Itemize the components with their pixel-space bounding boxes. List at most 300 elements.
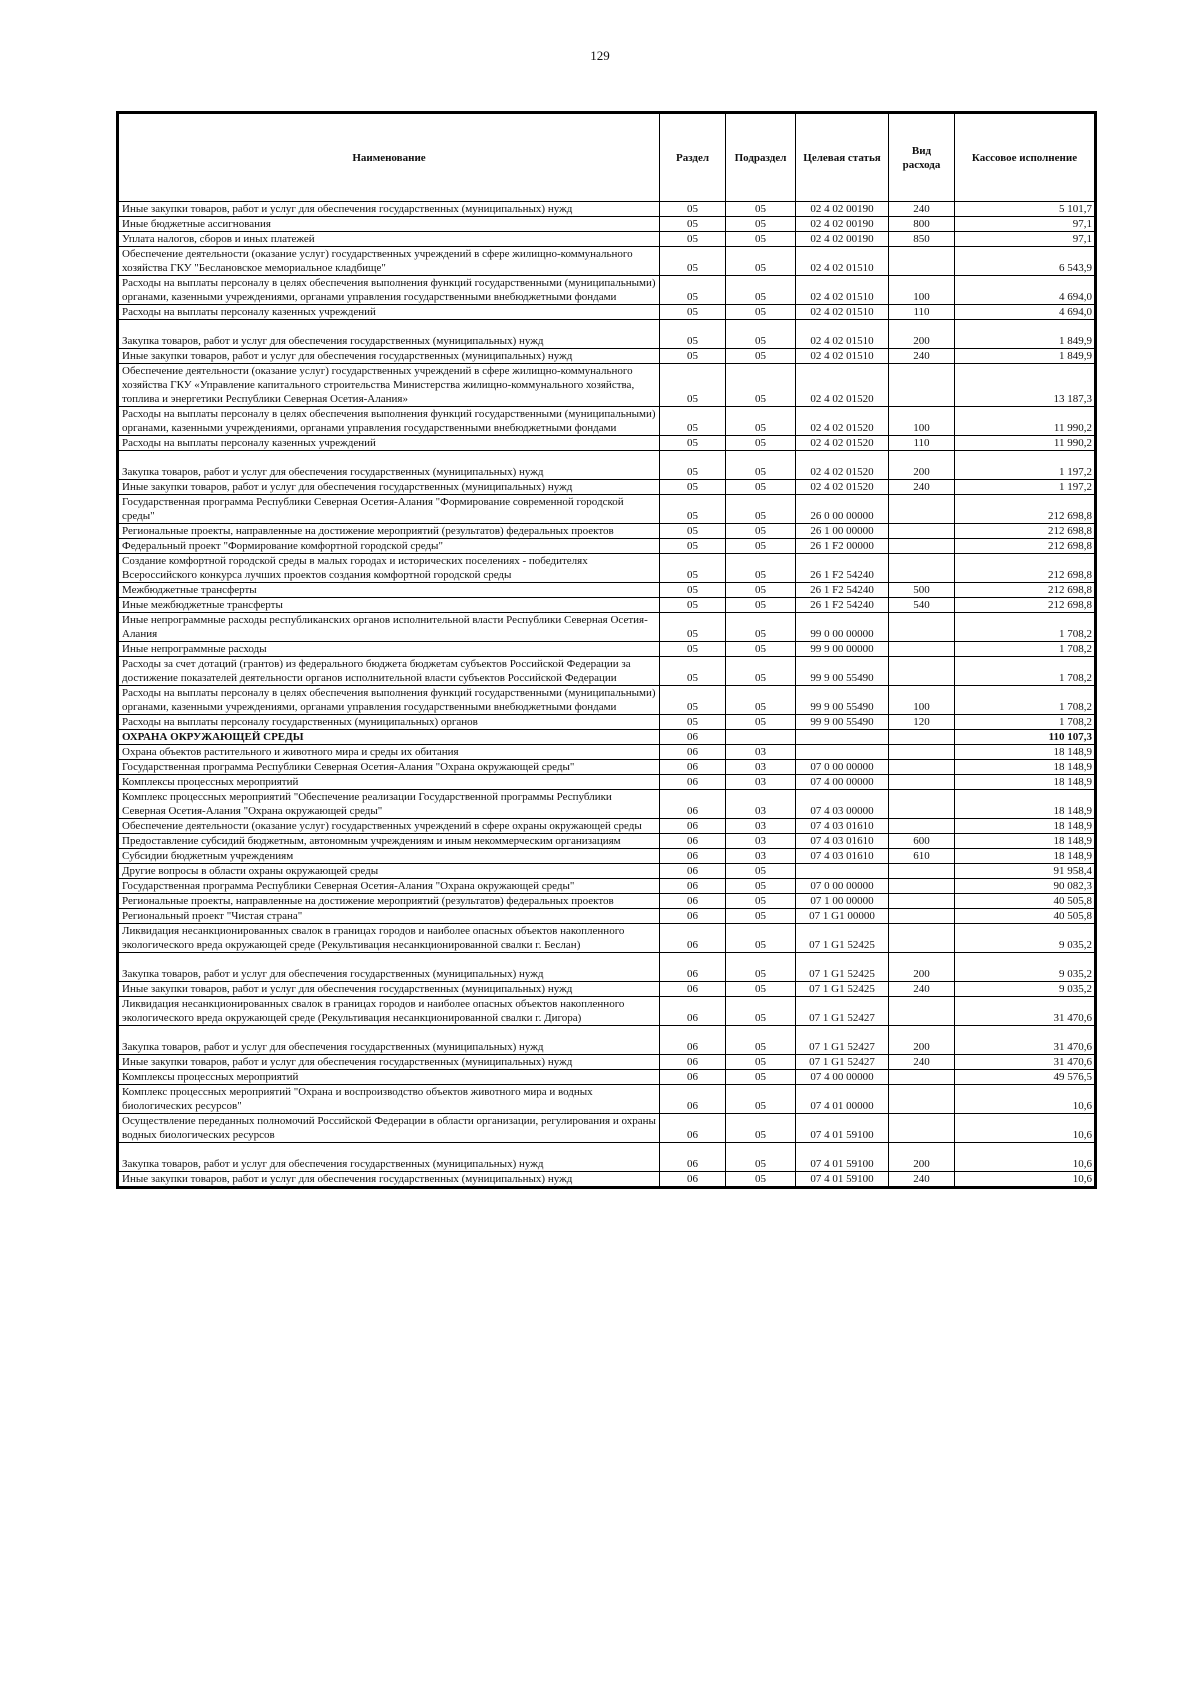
table-row	[118, 1114, 1096, 1143]
cell-name: Охрана объектов растительного и животного мира и среды их обитания	[118, 745, 660, 760]
cell-subsection: 05	[726, 657, 796, 686]
cell-name: Расходы на выплаты персоналу казенных учреждений	[118, 436, 660, 451]
cell-section: 06	[660, 1026, 726, 1055]
cell-target: 07 4 03 01610	[796, 819, 889, 834]
cell-section: 05	[660, 642, 726, 657]
cell-target	[796, 730, 889, 745]
cell-target: 02 4 02 01520	[796, 407, 889, 436]
table-row	[118, 909, 1096, 924]
cell-target: 02 4 02 01520	[796, 436, 889, 451]
cell-target: 99 9 00 55490	[796, 657, 889, 686]
cell-target: 07 1 G1 52425	[796, 953, 889, 982]
table-row	[118, 790, 1096, 819]
cell-subsection: 05	[726, 1114, 796, 1143]
cell-section: 05	[660, 715, 726, 730]
cell-name: Государственная программа Республики Северная Осетия-Алания "Формирование современной городской среды"	[118, 495, 660, 524]
cell-section: 06	[660, 909, 726, 924]
cell-target: 26 1 00 00000	[796, 524, 889, 539]
table-row	[118, 864, 1096, 879]
cell-amount: 18 148,9	[955, 760, 1096, 775]
table-row	[118, 349, 1096, 364]
cell-subsection: 05	[726, 232, 796, 247]
cell-type	[889, 745, 955, 760]
cell-amount: 110 107,3	[955, 730, 1096, 745]
cell-subsection: 05	[726, 613, 796, 642]
cell-amount: 40 505,8	[955, 894, 1096, 909]
cell-type: 200	[889, 320, 955, 349]
cell-amount: 6 543,9	[955, 247, 1096, 276]
cell-name: Расходы на выплаты персоналу государственных (муниципальных) органов	[118, 715, 660, 730]
table-row	[118, 305, 1096, 320]
cell-subsection: 05	[726, 276, 796, 305]
cell-subsection: 05	[726, 364, 796, 407]
table-row	[118, 775, 1096, 790]
cell-name: Иные закупки товаров, работ и услуг для обеспечения государственных (муниципальных) нужд	[118, 982, 660, 997]
cell-type	[889, 657, 955, 686]
cell-type	[889, 554, 955, 583]
cell-amount: 1 708,2	[955, 657, 1096, 686]
header-subsection: Подраздел	[726, 113, 796, 202]
cell-name: Закупка товаров, работ и услуг для обеспечения государственных (муниципальных) нужд	[118, 953, 660, 982]
cell-type: 610	[889, 849, 955, 864]
cell-type: 240	[889, 480, 955, 495]
cell-section: 06	[660, 760, 726, 775]
table-row	[118, 730, 1096, 745]
cell-type	[889, 819, 955, 834]
cell-section: 06	[660, 1143, 726, 1172]
cell-name: Комплекс процессных мероприятий "Охрана и воспроизводство объектов животного мира и водных биологических ресурсов"	[118, 1085, 660, 1114]
cell-subsection: 05	[726, 997, 796, 1026]
cell-type	[889, 642, 955, 657]
cell-target: 07 1 G1 52427	[796, 1055, 889, 1070]
cell-amount: 212 698,8	[955, 554, 1096, 583]
cell-name: Комплекс процессных мероприятий "Обеспечение реализации Государственной программы Республики Северная Осетия-Алания "Охрана окружающей среды"	[118, 790, 660, 819]
cell-type: 240	[889, 982, 955, 997]
cell-amount: 18 148,9	[955, 790, 1096, 819]
cell-amount: 31 470,6	[955, 997, 1096, 1026]
cell-amount: 5 101,7	[955, 202, 1096, 217]
cell-name: Обеспечение деятельности (оказание услуг) государственных учреждений в сфере жилищно-коммунального хозяйства ГКУ «Управление капитального строительства Министерства жилищно-коммунального хозяйства, топлива и энергетики Республики Северная Осетия-Алания»	[118, 364, 660, 407]
cell-name: Расходы на выплаты персоналу в целях обеспечения выполнения функций государственными (муниципальными) органами, казенными учреждениями, органами управления государственными внебюджетными фондами	[118, 276, 660, 305]
cell-type: 120	[889, 715, 955, 730]
cell-type	[889, 997, 955, 1026]
cell-section: 05	[660, 407, 726, 436]
cell-amount: 91 958,4	[955, 864, 1096, 879]
cell-target: 07 1 G1 00000	[796, 909, 889, 924]
table-row	[118, 524, 1096, 539]
cell-section: 05	[660, 613, 726, 642]
cell-name: Создание комфортной городской среды в малых городах и исторических поселениях - победителях Всероссийского конкурса лучших проектов создания комфортной городской среды	[118, 554, 660, 583]
cell-section: 06	[660, 1114, 726, 1143]
cell-amount: 4 694,0	[955, 305, 1096, 320]
cell-subsection: 03	[726, 775, 796, 790]
cell-type: 850	[889, 232, 955, 247]
cell-target: 07 4 01 59100	[796, 1172, 889, 1188]
table-header	[118, 113, 1096, 202]
cell-subsection: 05	[726, 953, 796, 982]
header-section: Раздел	[660, 113, 726, 202]
cell-target: 02 4 02 01510	[796, 276, 889, 305]
cell-target	[796, 864, 889, 879]
cell-amount: 4 694,0	[955, 276, 1096, 305]
cell-name: Расходы на выплаты персоналу в целях обеспечения выполнения функций государственными (муниципальными) органами, казенными учреждениями, органами управления государственными внебюджетными фондами	[118, 407, 660, 436]
cell-subsection: 05	[726, 495, 796, 524]
cell-amount: 13 187,3	[955, 364, 1096, 407]
table-row	[118, 642, 1096, 657]
cell-type	[889, 909, 955, 924]
table-row	[118, 276, 1096, 305]
table-row	[118, 982, 1096, 997]
cell-subsection: 05	[726, 202, 796, 217]
cell-amount: 1 849,9	[955, 349, 1096, 364]
cell-subsection	[726, 730, 796, 745]
cell-type	[889, 924, 955, 953]
cell-target: 02 4 02 01520	[796, 451, 889, 480]
cell-target: 07 1 G1 52425	[796, 924, 889, 953]
cell-name: Иные закупки товаров, работ и услуг для обеспечения государственных (муниципальных) нужд	[118, 349, 660, 364]
table-row	[118, 834, 1096, 849]
cell-type: 100	[889, 276, 955, 305]
cell-subsection: 03	[726, 834, 796, 849]
cell-section: 06	[660, 1055, 726, 1070]
table-row	[118, 657, 1096, 686]
cell-target: 07 1 G1 52427	[796, 997, 889, 1026]
cell-name: Другие вопросы в области охраны окружающей среды	[118, 864, 660, 879]
cell-name: Иные закупки товаров, работ и услуг для обеспечения государственных (муниципальных) нужд	[118, 1055, 660, 1070]
table-row	[118, 849, 1096, 864]
table-row	[118, 495, 1096, 524]
cell-target: 02 4 02 01510	[796, 349, 889, 364]
cell-type	[889, 790, 955, 819]
cell-name: Иные закупки товаров, работ и услуг для обеспечения государственных (муниципальных) нужд	[118, 202, 660, 217]
cell-name: Предоставление субсидий бюджетным, автономным учреждениям и иным некоммерческим организациям	[118, 834, 660, 849]
cell-type	[889, 613, 955, 642]
cell-target: 99 0 00 00000	[796, 613, 889, 642]
cell-name: Иные непрограммные расходы республиканских органов исполнительной власти Республики Северная Осетия-Алания	[118, 613, 660, 642]
table-row	[118, 997, 1096, 1026]
cell-name: Закупка товаров, работ и услуг для обеспечения государственных (муниципальных) нужд	[118, 320, 660, 349]
cell-section: 06	[660, 790, 726, 819]
cell-subsection: 05	[726, 247, 796, 276]
cell-subsection: 05	[726, 554, 796, 583]
cell-section: 05	[660, 232, 726, 247]
cell-target: 07 1 G1 52427	[796, 1026, 889, 1055]
cell-target: 02 4 02 01510	[796, 320, 889, 349]
cell-type: 100	[889, 407, 955, 436]
cell-type	[889, 539, 955, 554]
cell-target: 26 0 00 00000	[796, 495, 889, 524]
cell-subsection: 05	[726, 583, 796, 598]
cell-subsection: 03	[726, 819, 796, 834]
cell-subsection: 05	[726, 1143, 796, 1172]
header-amount: Кассовое исполнение	[955, 113, 1096, 202]
cell-section: 05	[660, 247, 726, 276]
cell-section: 06	[660, 894, 726, 909]
table-row	[118, 686, 1096, 715]
cell-subsection: 05	[726, 451, 796, 480]
cell-target: 07 1 G1 52425	[796, 982, 889, 997]
cell-target: 07 4 00 00000	[796, 775, 889, 790]
cell-section: 06	[660, 849, 726, 864]
cell-target	[796, 745, 889, 760]
cell-type	[889, 775, 955, 790]
cell-target: 02 4 02 00190	[796, 202, 889, 217]
cell-section: 05	[660, 202, 726, 217]
table-row	[118, 1070, 1096, 1085]
table-row	[118, 760, 1096, 775]
cell-section: 05	[660, 276, 726, 305]
cell-amount: 212 698,8	[955, 524, 1096, 539]
cell-name: Иные межбюджетные трансферты	[118, 598, 660, 613]
table-row	[118, 583, 1096, 598]
cell-type: 240	[889, 202, 955, 217]
cell-type	[889, 524, 955, 539]
cell-subsection: 05	[726, 924, 796, 953]
table-row	[118, 1143, 1096, 1172]
cell-section: 05	[660, 554, 726, 583]
cell-name: Иные непрограммные расходы	[118, 642, 660, 657]
cell-name: ОХРАНА ОКРУЖАЮЩЕЙ СРЕДЫ	[118, 730, 660, 745]
cell-section: 06	[660, 982, 726, 997]
header-target: Целевая статья	[796, 113, 889, 202]
cell-subsection: 05	[726, 982, 796, 997]
cell-amount: 90 082,3	[955, 879, 1096, 894]
cell-type: 200	[889, 1026, 955, 1055]
cell-amount: 49 576,5	[955, 1070, 1096, 1085]
cell-target: 07 4 03 00000	[796, 790, 889, 819]
cell-name: Региональные проекты, направленные на достижение мероприятий (результатов) федеральных проектов	[118, 524, 660, 539]
table-row	[118, 480, 1096, 495]
cell-subsection: 05	[726, 879, 796, 894]
cell-section: 06	[660, 924, 726, 953]
cell-target: 99 9 00 55490	[796, 715, 889, 730]
cell-name: Комплексы процессных мероприятий	[118, 775, 660, 790]
cell-name: Региональный проект "Чистая страна"	[118, 909, 660, 924]
cell-section: 05	[660, 451, 726, 480]
cell-amount: 10,6	[955, 1143, 1096, 1172]
cell-type	[889, 1114, 955, 1143]
cell-subsection: 05	[726, 524, 796, 539]
cell-amount: 9 035,2	[955, 953, 1096, 982]
cell-section: 06	[660, 834, 726, 849]
cell-type	[889, 730, 955, 745]
cell-name: Осуществление переданных полномочий Российской Федерации в области организации, регулирования и охраны водных биологических ресурсов	[118, 1114, 660, 1143]
cell-subsection: 05	[726, 349, 796, 364]
cell-target: 26 1 F2 54240	[796, 598, 889, 613]
cell-type	[889, 894, 955, 909]
cell-subsection: 05	[726, 539, 796, 554]
cell-amount: 1 708,2	[955, 642, 1096, 657]
table-row	[118, 879, 1096, 894]
cell-type: 110	[889, 436, 955, 451]
cell-type	[889, 247, 955, 276]
cell-target: 02 4 02 01510	[796, 247, 889, 276]
cell-target: 07 0 00 00000	[796, 760, 889, 775]
cell-section: 05	[660, 539, 726, 554]
page-number: 129	[590, 48, 610, 63]
cell-target: 07 4 01 59100	[796, 1114, 889, 1143]
cell-section: 05	[660, 217, 726, 232]
cell-name: Ликвидация несанкционированных свалок в границах городов и наиболее опасных объектов накопленного экологического вреда окружающей среде (Рекультивация несанкционированной свалки г. Беслан)	[118, 924, 660, 953]
cell-target: 07 4 03 01610	[796, 849, 889, 864]
table-row	[118, 1172, 1096, 1188]
cell-type: 200	[889, 1143, 955, 1172]
cell-target: 07 4 03 01610	[796, 834, 889, 849]
cell-subsection: 05	[726, 217, 796, 232]
cell-amount: 40 505,8	[955, 909, 1096, 924]
cell-amount: 1 708,2	[955, 686, 1096, 715]
cell-name: Иные закупки товаров, работ и услуг для обеспечения государственных (муниципальных) нужд	[118, 480, 660, 495]
cell-target: 02 4 02 01520	[796, 480, 889, 495]
cell-amount: 212 698,8	[955, 495, 1096, 524]
cell-subsection: 05	[726, 909, 796, 924]
cell-section: 06	[660, 997, 726, 1026]
cell-section: 05	[660, 364, 726, 407]
cell-amount: 18 148,9	[955, 849, 1096, 864]
cell-amount: 97,1	[955, 232, 1096, 247]
cell-subsection: 03	[726, 790, 796, 819]
cell-target: 26 1 F2 00000	[796, 539, 889, 554]
table-row	[118, 1055, 1096, 1070]
cell-subsection: 05	[726, 1070, 796, 1085]
table-row	[118, 953, 1096, 982]
cell-name: Комплексы процессных мероприятий	[118, 1070, 660, 1085]
cell-section: 05	[660, 305, 726, 320]
cell-type	[889, 364, 955, 407]
cell-type: 500	[889, 583, 955, 598]
cell-section: 05	[660, 598, 726, 613]
cell-section: 06	[660, 1172, 726, 1188]
cell-target: 02 4 02 01510	[796, 305, 889, 320]
cell-amount: 1 197,2	[955, 480, 1096, 495]
cell-amount: 11 990,2	[955, 407, 1096, 436]
table-row	[118, 364, 1096, 407]
cell-amount: 10,6	[955, 1114, 1096, 1143]
cell-type	[889, 495, 955, 524]
cell-section: 05	[660, 583, 726, 598]
cell-amount: 11 990,2	[955, 436, 1096, 451]
cell-subsection: 05	[726, 686, 796, 715]
cell-section: 06	[660, 775, 726, 790]
cell-name: Обеспечение деятельности (оказание услуг) государственных учреждений в сфере охраны окружающей среды	[118, 819, 660, 834]
table-row	[118, 924, 1096, 953]
cell-name: Расходы на выплаты персоналу казенных учреждений	[118, 305, 660, 320]
cell-section: 05	[660, 657, 726, 686]
cell-amount: 18 148,9	[955, 775, 1096, 790]
cell-type: 110	[889, 305, 955, 320]
table-row	[118, 202, 1096, 217]
cell-subsection: 05	[726, 1055, 796, 1070]
cell-amount: 10,6	[955, 1085, 1096, 1114]
cell-name: Иные закупки товаров, работ и услуг для обеспечения государственных (муниципальных) нужд	[118, 1172, 660, 1188]
table-row	[118, 598, 1096, 613]
cell-name: Расходы за счет дотаций (грантов) из федерального бюджета бюджетам субъектов Российской Федерации за достижение показателей деятельности органов исполнительной власти субъектов Российской Федерации	[118, 657, 660, 686]
budget-table	[116, 111, 1097, 1189]
cell-subsection: 05	[726, 305, 796, 320]
cell-target: 07 4 00 00000	[796, 1070, 889, 1085]
cell-section: 06	[660, 1085, 726, 1114]
cell-target: 07 1 00 00000	[796, 894, 889, 909]
cell-section: 05	[660, 436, 726, 451]
cell-subsection: 03	[726, 745, 796, 760]
cell-target: 26 1 F2 54240	[796, 554, 889, 583]
table-row	[118, 554, 1096, 583]
cell-subsection: 05	[726, 715, 796, 730]
table-row	[118, 217, 1096, 232]
cell-amount: 97,1	[955, 217, 1096, 232]
cell-subsection: 05	[726, 1085, 796, 1114]
cell-amount: 18 148,9	[955, 819, 1096, 834]
cell-section: 05	[660, 686, 726, 715]
cell-type: 200	[889, 953, 955, 982]
cell-type: 540	[889, 598, 955, 613]
table-row	[118, 539, 1096, 554]
cell-amount: 18 148,9	[955, 745, 1096, 760]
cell-type	[889, 760, 955, 775]
cell-type: 240	[889, 1055, 955, 1070]
cell-section: 05	[660, 480, 726, 495]
cell-target: 02 4 02 00190	[796, 217, 889, 232]
cell-target: 07 4 01 00000	[796, 1085, 889, 1114]
cell-name: Закупка товаров, работ и услуг для обеспечения государственных (муниципальных) нужд	[118, 1026, 660, 1055]
cell-name: Закупка товаров, работ и услуг для обеспечения государственных (муниципальных) нужд	[118, 451, 660, 480]
cell-section: 06	[660, 1070, 726, 1085]
table-row	[118, 613, 1096, 642]
cell-section: 06	[660, 864, 726, 879]
cell-type: 100	[889, 686, 955, 715]
cell-subsection: 03	[726, 849, 796, 864]
cell-amount: 212 698,8	[955, 539, 1096, 554]
cell-subsection: 05	[726, 1026, 796, 1055]
table-body	[118, 202, 1096, 1188]
table-row	[118, 436, 1096, 451]
cell-amount: 9 035,2	[955, 924, 1096, 953]
cell-amount: 10,6	[955, 1172, 1096, 1188]
cell-type: 600	[889, 834, 955, 849]
cell-section: 06	[660, 953, 726, 982]
cell-section: 05	[660, 495, 726, 524]
cell-subsection: 05	[726, 407, 796, 436]
table-row	[118, 894, 1096, 909]
cell-target: 02 4 02 00190	[796, 232, 889, 247]
cell-target: 99 9 00 00000	[796, 642, 889, 657]
cell-subsection: 05	[726, 894, 796, 909]
cell-amount: 31 470,6	[955, 1055, 1096, 1070]
header-type: Вид расхода	[889, 113, 955, 202]
table-row	[118, 451, 1096, 480]
cell-type	[889, 879, 955, 894]
cell-amount: 212 698,8	[955, 598, 1096, 613]
cell-type	[889, 1085, 955, 1114]
cell-section: 06	[660, 879, 726, 894]
cell-amount: 1 708,2	[955, 715, 1096, 730]
cell-target: 02 4 02 01520	[796, 364, 889, 407]
table-row	[118, 407, 1096, 436]
cell-amount: 18 148,9	[955, 834, 1096, 849]
cell-name: Субсидии бюджетным учреждениям	[118, 849, 660, 864]
cell-amount: 1 708,2	[955, 613, 1096, 642]
cell-amount: 212 698,8	[955, 583, 1096, 598]
table-row	[118, 247, 1096, 276]
cell-type	[889, 864, 955, 879]
cell-section: 06	[660, 819, 726, 834]
table-row	[118, 819, 1096, 834]
cell-name: Ликвидация несанкционированных свалок в границах городов и наиболее опасных объектов накопленного экологического вреда окружающей среде (Рекультивация несанкционированной свалки г. Дигора)	[118, 997, 660, 1026]
cell-subsection: 05	[726, 320, 796, 349]
cell-section: 06	[660, 730, 726, 745]
cell-type: 240	[889, 349, 955, 364]
table-row	[118, 320, 1096, 349]
